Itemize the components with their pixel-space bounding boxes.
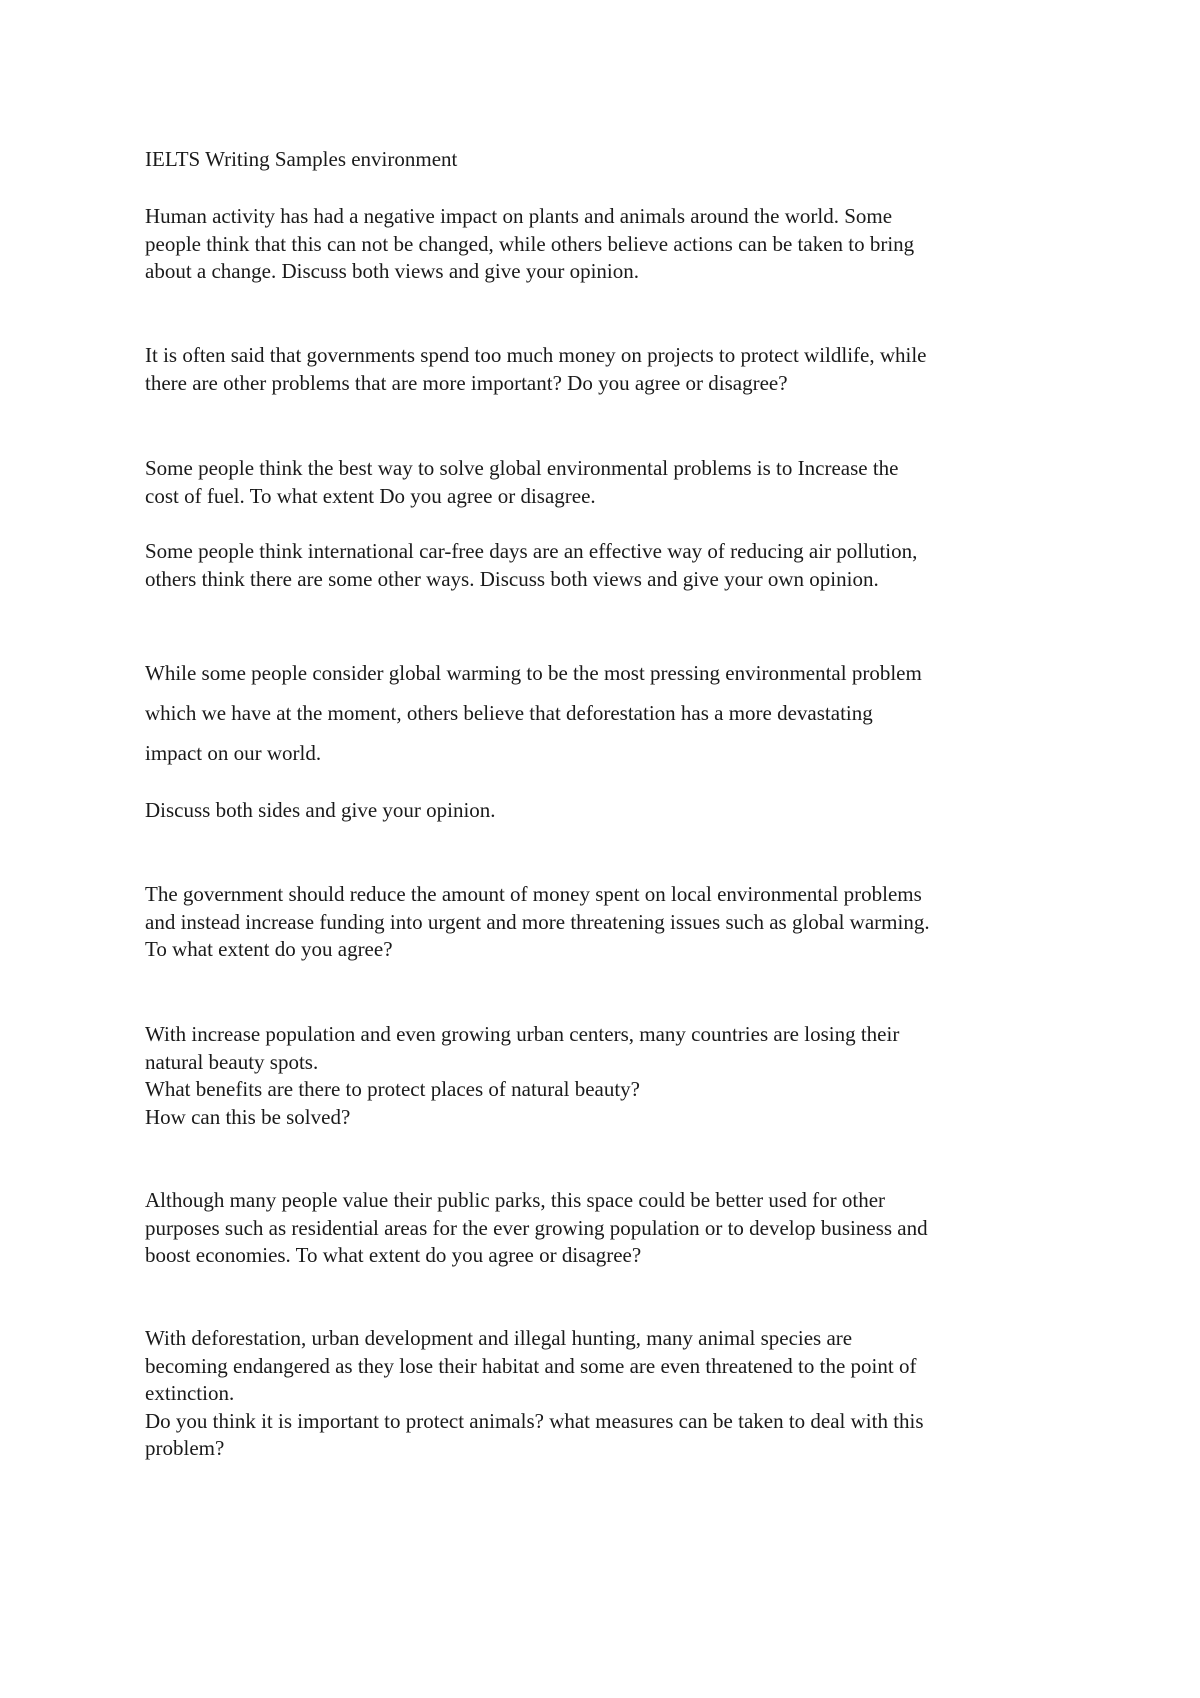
prompt-paragraph bbox=[145, 881, 1085, 964]
prompt-paragraph bbox=[145, 203, 1085, 286]
paragraph-line: others think there are some other ways. Discuss both views and give your own opinion. bbox=[145, 566, 879, 591]
paragraph-line: purposes such as residential areas for the ever growing population or to develop business and bbox=[145, 1215, 928, 1240]
paragraph-line: Although many people value their public parks, this space could be better used for other bbox=[145, 1188, 886, 1212]
paragraph-line: With increase population and even growing urban centers, many countries are losing their bbox=[145, 1022, 900, 1046]
paragraph-line: problem? bbox=[145, 1436, 225, 1460]
paragraph-line: What benefits are there to protect places of natural beauty? bbox=[145, 1077, 641, 1101]
prompt-paragraph bbox=[145, 538, 1085, 593]
prompt-paragraph bbox=[145, 342, 1085, 397]
paragraph-line: becoming endangered as they lose their habitat and some are even threatened to the point of bbox=[145, 1353, 917, 1378]
prompt-paragraph bbox=[145, 1325, 1085, 1463]
paragraph-line: Some people think the best way to solve global environmental problems is to Increase the bbox=[145, 456, 899, 480]
paragraph-line: With deforestation, urban development and illegal hunting, many animal species are bbox=[145, 1326, 853, 1350]
paragraph-line: people think that this can not be changed, while others believe actions can be taken to bring bbox=[145, 231, 915, 256]
paragraph-line: cost of fuel. To what extent Do you agree or disagree. bbox=[145, 483, 596, 508]
paragraph-line: Discuss both sides and give your opinion. bbox=[145, 798, 496, 822]
title-text: IELTS Writing Samples environment bbox=[145, 147, 458, 171]
paragraph-line: To what extent do you agree? bbox=[145, 937, 393, 961]
prompt-paragraph bbox=[145, 455, 1085, 510]
paragraph-line: Human activity has had a negative impact on plants and animals around the world. Some bbox=[145, 204, 893, 228]
paragraph-line: impact on our world. bbox=[145, 741, 322, 765]
prompt-paragraph bbox=[145, 1021, 1085, 1131]
paragraph-line: and instead increase funding into urgent and more threatening issues such as global warming. bbox=[145, 909, 930, 934]
paragraph-line: extinction. bbox=[145, 1381, 235, 1405]
paragraph-line: Do you think it is important to protect animals? what measures can be taken to deal with this bbox=[145, 1408, 924, 1433]
paragraph-line: While some people consider global warming to be the most pressing environmental problem bbox=[145, 661, 922, 685]
paragraph-line: The government should reduce the amount of money spent on local environmental problems bbox=[145, 882, 922, 906]
paragraph-line: It is often said that governments spend too much money on projects to protect wildlife, while bbox=[145, 343, 927, 367]
paragraph-line: which we have at the moment, others believe that deforestation has a more devastating bbox=[145, 701, 873, 725]
paragraph-line: about a change. Discuss both views and give your opinion. bbox=[145, 259, 639, 283]
paragraph-line: How can this be solved? bbox=[145, 1104, 351, 1129]
paragraph-line: boost economies. To what extent do you agree or disagree? bbox=[145, 1243, 642, 1267]
prompt-paragraph bbox=[145, 653, 1085, 773]
document-title bbox=[145, 146, 1085, 174]
paragraph-line: there are other problems that are more important? Do you agree or disagree? bbox=[145, 370, 788, 395]
paragraph-line: Some people think international car-free days are an effective way of reducing air pollution, bbox=[145, 539, 918, 563]
prompt-paragraph bbox=[145, 797, 1085, 825]
prompt-paragraph bbox=[145, 1187, 1085, 1270]
paragraph-line: natural beauty spots. bbox=[145, 1049, 319, 1074]
